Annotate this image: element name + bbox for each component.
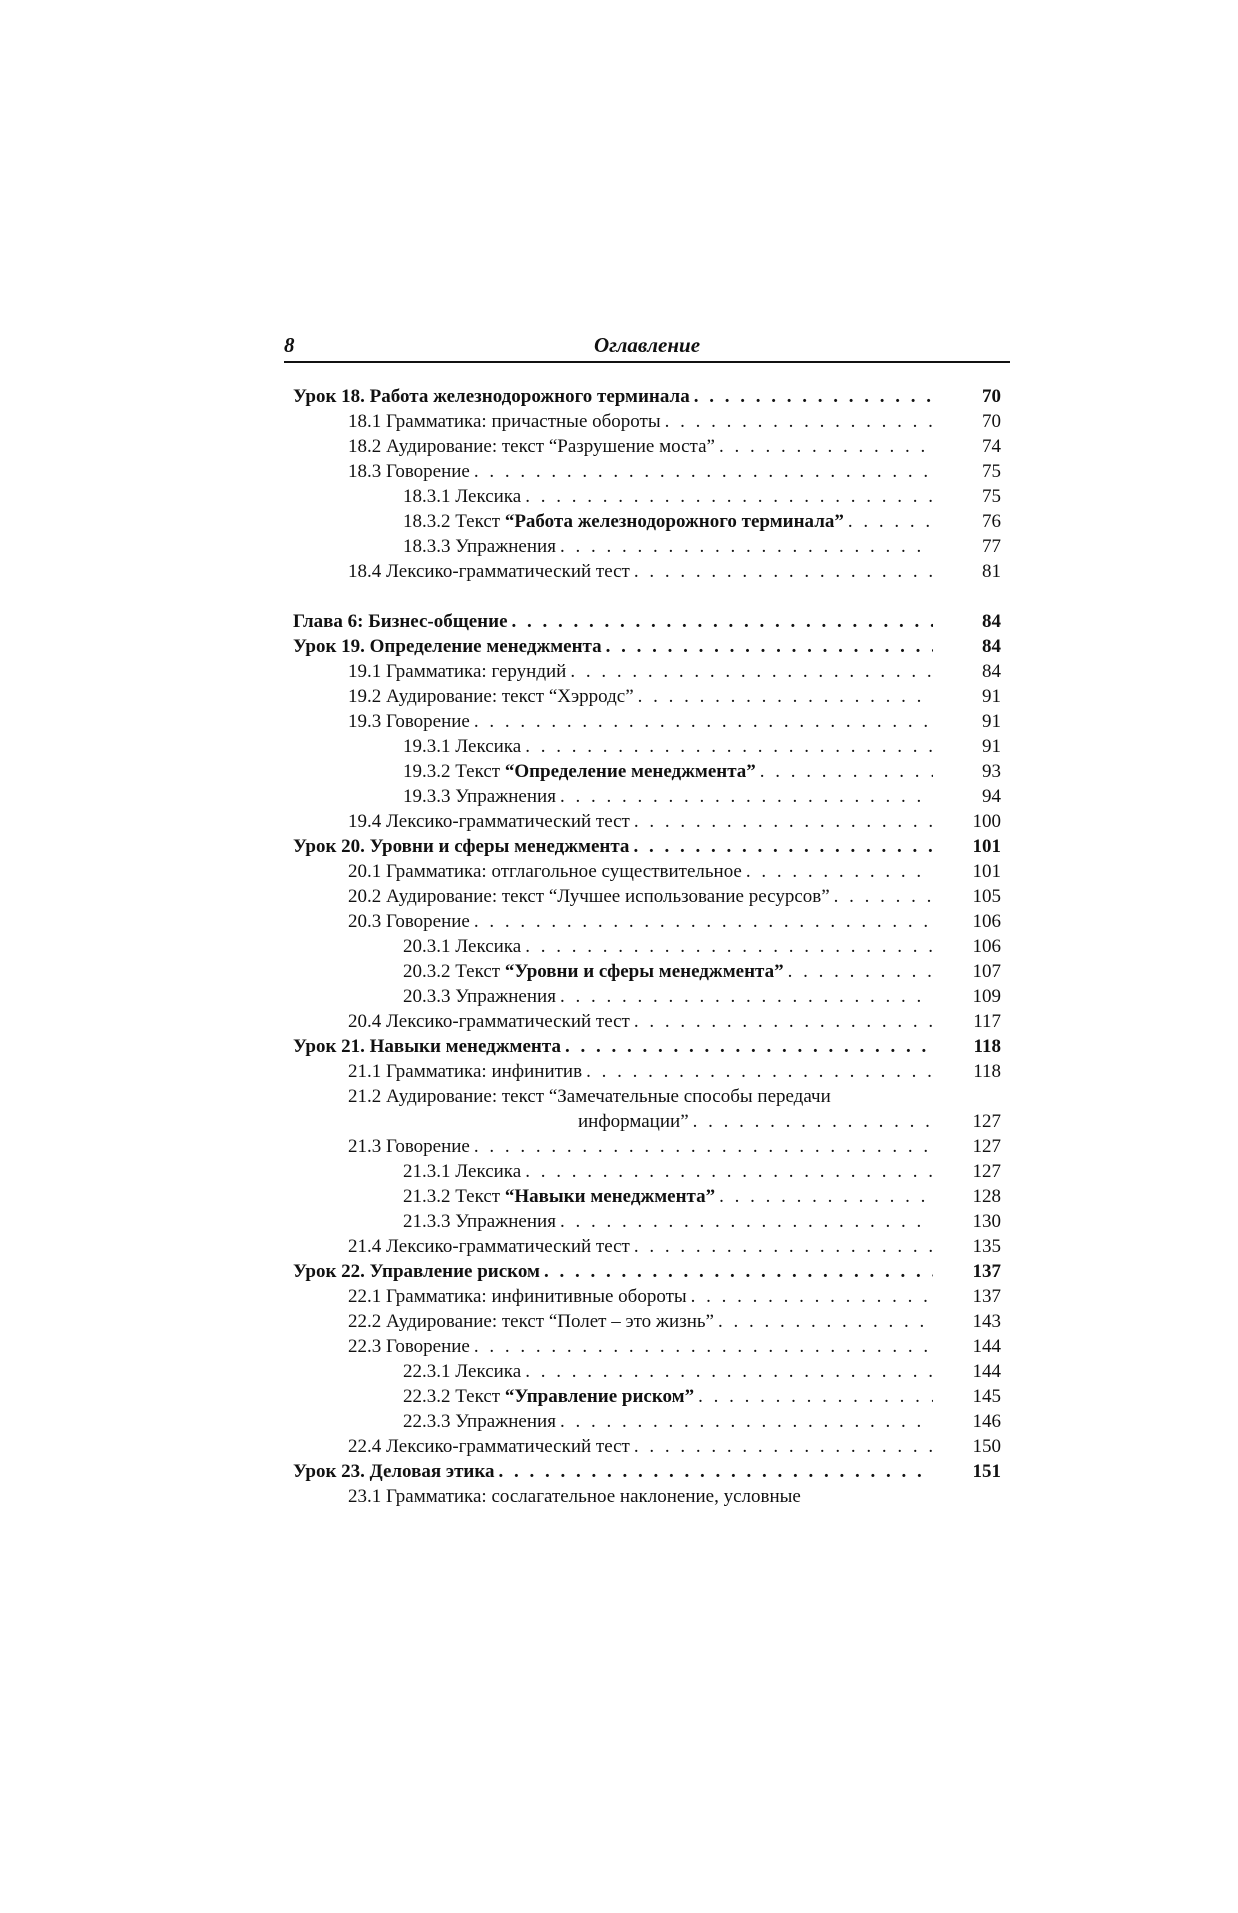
dot-leader [714, 1309, 933, 1334]
toc-entry-page: 75 [982, 461, 1001, 482]
toc-entry-page: 76 [982, 511, 1001, 532]
dot-leader [715, 434, 933, 459]
toc-entry-21-3[interactable] [293, 1134, 1001, 1159]
toc-entry-page: 146 [972, 1411, 1001, 1432]
toc-entry-title: 20.1 Грамматика: отглагольное существительное [348, 861, 742, 882]
dot-leader [508, 609, 933, 634]
toc-entry-title: Глава 6: Бизнес-общение [293, 611, 508, 632]
toc-entry-19-1[interactable] [293, 659, 1001, 684]
toc-entry-title: 18.1 Грамматика: причастные обороты [348, 411, 661, 432]
toc-entry-title: 22.3.3 Упражнения [403, 1411, 556, 1432]
toc-entry-page: 91 [982, 711, 1001, 732]
dot-leader [495, 1459, 933, 1484]
toc-entry-title: 19.3.3 Упражнения [403, 786, 556, 807]
toc-entry-page: 94 [982, 786, 1001, 807]
toc-entry-title: Урок 20. Уровни и сферы менеджмента [293, 836, 630, 857]
toc-entry-page: 130 [972, 1211, 1001, 1232]
toc-entry-title: 20.3.1 Лексика [403, 936, 522, 957]
toc-entry-page: 107 [972, 961, 1001, 982]
dot-leader [521, 1159, 933, 1184]
dot-leader [630, 1009, 933, 1034]
toc-entry-22-4[interactable] [293, 1434, 1001, 1459]
toc-entry-title: Урок 18. Работа железнодорожного терминала [293, 386, 690, 407]
dot-leader [556, 534, 933, 559]
dot-leader [630, 809, 933, 834]
toc-entry-title: 20.3.3 Упражнения [403, 986, 556, 1007]
toc-entry-18-3-1[interactable] [293, 484, 1001, 509]
toc-entry-title: 20.4 Лексико-грамматический тест [348, 1011, 630, 1032]
toc-entry-title: 20.2 Аудирование: текст “Лучшее использование ресурсов” [348, 886, 830, 907]
toc-entry-title: 21.3 Говорение [348, 1136, 470, 1157]
toc-entry-page: 84 [982, 611, 1001, 632]
toc-entry-20-3-3[interactable] [293, 984, 1001, 1009]
toc-entry-18-3-2[interactable] [293, 509, 1001, 534]
toc-entry-page: 127 [972, 1111, 1001, 1132]
dot-leader [630, 1234, 933, 1259]
toc-entry-page: 143 [972, 1311, 1001, 1332]
dot-leader [470, 1334, 933, 1359]
toc-entry-title: 18.2 Аудирование: текст “Разрушение моста” [348, 436, 715, 457]
toc-entry-lesson-20[interactable] [293, 834, 1001, 859]
toc-entry-22-3-3[interactable] [293, 1409, 1001, 1434]
toc-entry-title: 18.4 Лексико-грамматический тест [348, 561, 630, 582]
toc-entry-page: 137 [972, 1286, 1001, 1307]
dot-leader [470, 709, 933, 734]
toc-entry-title: 18.3 Говорение [348, 461, 470, 482]
toc-entry-page: 101 [972, 836, 1001, 857]
dot-leader [602, 634, 933, 659]
toc-entry-title: 21.4 Лексико-грамматический тест [348, 1236, 630, 1257]
toc-entry-page: 106 [972, 911, 1001, 932]
toc-entry-page: 127 [972, 1136, 1001, 1157]
toc-entry-page: 81 [982, 561, 1001, 582]
toc-entry-page: 151 [972, 1461, 1001, 1482]
toc-entry-title: Урок 19. Определение менеджмента [293, 636, 602, 657]
toc-entry-lesson-18[interactable] [293, 384, 1001, 409]
toc-entry-page: 135 [972, 1236, 1001, 1257]
toc-entry-20-3[interactable] [293, 909, 1001, 934]
toc-entry-title: 19.3 Говорение [348, 711, 470, 732]
toc-entry-title: 20.3 Говорение [348, 911, 470, 932]
toc-entry-page: 84 [982, 661, 1001, 682]
toc-entry-title: Урок 21. Навыки менеджмента [293, 1036, 561, 1057]
toc-entry-title: 18.3.2 Текст “Работа железнодорожного терминала” [403, 511, 844, 532]
toc-entry-lesson-21[interactable] [293, 1034, 1001, 1059]
dot-leader [582, 1059, 933, 1084]
toc-entry-page: 70 [982, 411, 1001, 432]
dot-leader [756, 759, 933, 784]
toc-entry-page: 105 [972, 886, 1001, 907]
toc-entry-page: 91 [982, 686, 1001, 707]
dot-leader [470, 909, 933, 934]
toc-entry-title: 22.2 Аудирование: текст “Полет – это жизнь” [348, 1311, 714, 1332]
dot-leader [470, 1134, 933, 1159]
running-title: Оглавление [593, 333, 701, 357]
dot-leader [521, 484, 933, 509]
toc-entry-23-1[interactable]: 23.1 Грамматика: сослагательное наклонение, условные [348, 1486, 801, 1507]
toc-entry-21-2[interactable] [293, 1109, 1001, 1134]
dot-leader [629, 834, 933, 859]
toc-entry-title: 21.1 Грамматика: инфинитив [348, 1061, 583, 1082]
dot-leader [566, 659, 933, 684]
toc-entry-page: 70 [982, 386, 1001, 407]
toc-entry-title: 22.3.1 Лексика [403, 1361, 522, 1382]
toc-entry-page: 150 [972, 1436, 1001, 1457]
dot-leader [784, 959, 933, 984]
dot-leader [687, 1284, 933, 1309]
toc-entry-18-3-3[interactable] [293, 534, 1001, 559]
toc-entry-page: 75 [982, 486, 1001, 507]
toc-entry-page: 101 [972, 861, 1001, 882]
toc-entry-18-4[interactable] [293, 559, 1001, 584]
toc-entry-19-4[interactable] [293, 809, 1001, 834]
toc-entry-lesson-19[interactable] [293, 634, 1001, 659]
dot-leader [715, 1184, 933, 1209]
toc-entry-21-2-line1[interactable]: 21.2 Аудирование: текст “Замечательные способы передачи [348, 1086, 831, 1107]
toc-entry-21-3-2[interactable] [293, 1184, 1001, 1209]
dot-leader [630, 559, 933, 584]
dot-leader [844, 509, 933, 534]
toc-entry-page: 128 [972, 1186, 1001, 1207]
dot-leader [661, 409, 933, 434]
toc-entry-22-3-1[interactable] [293, 1359, 1001, 1384]
dot-leader [830, 884, 933, 909]
dot-leader [521, 934, 933, 959]
toc-entry-title: 19.3.1 Лексика [403, 736, 522, 757]
toc-entry-page: 118 [973, 1036, 1001, 1057]
toc-entry-page: 100 [972, 811, 1001, 832]
toc-entry-lesson-23[interactable] [293, 1459, 1001, 1484]
toc-entry-page: 77 [982, 536, 1001, 557]
toc-entry-page: 109 [972, 986, 1001, 1007]
toc-entry-19-3-3[interactable] [293, 784, 1001, 809]
dot-leader [690, 384, 933, 409]
page-header [284, 331, 1010, 363]
toc-entry-21-3-1[interactable] [293, 1159, 1001, 1184]
toc-entry-title: 21.3.1 Лексика [403, 1161, 522, 1182]
toc-entry-title: 22.3 Говорение [348, 1336, 470, 1357]
dot-leader [561, 1034, 933, 1059]
toc-entry-title: 22.4 Лексико-грамматический тест [348, 1436, 630, 1457]
toc-entry-title: информации” [578, 1111, 689, 1132]
toc-entry-title: 18.3.1 Лексика [403, 486, 522, 507]
toc-entry-page: 144 [972, 1361, 1001, 1382]
toc-entry-title: 22.1 Грамматика: инфинитивные обороты [348, 1286, 687, 1307]
toc-entry-19-2[interactable] [293, 684, 1001, 709]
toc-entry-page: 145 [972, 1386, 1001, 1407]
dot-leader [540, 1259, 933, 1284]
toc-entry-page: 117 [973, 1011, 1001, 1032]
dot-leader [630, 1434, 933, 1459]
toc-entry-page: 84 [982, 636, 1001, 657]
dot-leader [689, 1109, 933, 1134]
table-of-contents [293, 384, 1001, 1509]
toc-entry-title: 19.1 Грамматика: герундий [348, 661, 567, 682]
toc-entry-lesson-22[interactable] [293, 1259, 1001, 1284]
toc-entry-page: 93 [982, 761, 1001, 782]
dot-leader [556, 1209, 933, 1234]
dot-leader [470, 459, 933, 484]
toc-entry-19-3-1[interactable] [293, 734, 1001, 759]
toc-entry-page: 91 [982, 736, 1001, 757]
dot-leader [556, 1409, 933, 1434]
toc-entry-chapter-6[interactable] [293, 609, 1001, 634]
toc-entry-18-1[interactable] [293, 409, 1001, 434]
toc-entry-19-3[interactable] [293, 709, 1001, 734]
toc-entry-title: 21.3.3 Упражнения [403, 1211, 556, 1232]
toc-entry-20-3-2[interactable] [293, 959, 1001, 984]
toc-entry-page: 118 [973, 1061, 1001, 1082]
page-number: 8 [284, 333, 295, 357]
toc-entry-22-2[interactable] [293, 1309, 1001, 1334]
dot-leader [634, 684, 933, 709]
toc-entry-title: 19.3.2 Текст “Определение менеджмента” [403, 761, 756, 782]
toc-entry-title: 20.3.2 Текст “Уровни и сферы менеджмента” [403, 961, 784, 982]
toc-entry-22-3-2[interactable] [293, 1384, 1001, 1409]
toc-entry-title: Урок 23. Деловая этика [293, 1461, 495, 1482]
toc-entry-title: 18.3.3 Упражнения [403, 536, 556, 557]
toc-entry-20-3-1[interactable] [293, 934, 1001, 959]
toc-entry-20-4[interactable] [293, 1009, 1001, 1034]
toc-entry-page: 144 [972, 1336, 1001, 1357]
toc-entry-18-3[interactable] [293, 459, 1001, 484]
dot-leader [742, 859, 933, 884]
toc-entry-title: Урок 22. Управление риском [293, 1261, 540, 1282]
toc-entry-title: 19.2 Аудирование: текст “Хэрродс” [348, 686, 634, 707]
toc-entry-20-2[interactable] [293, 884, 1001, 909]
toc-entry-page: 74 [982, 436, 1001, 457]
toc-entry-page: 137 [972, 1261, 1001, 1282]
dot-leader [556, 784, 933, 809]
toc-entry-18-2[interactable] [293, 434, 1001, 459]
toc-entry-21-3-3[interactable] [293, 1209, 1001, 1234]
toc-entry-20-1[interactable] [293, 859, 1001, 884]
toc-entry-title: 22.3.2 Текст “Управление риском” [403, 1386, 695, 1407]
dot-leader [521, 734, 933, 759]
toc-entry-22-3[interactable] [293, 1334, 1001, 1359]
dot-leader [694, 1384, 933, 1409]
toc-entry-page: 106 [972, 936, 1001, 957]
toc-entry-page: 127 [972, 1161, 1001, 1182]
toc-entry-title: 19.4 Лексико-грамматический тест [348, 811, 630, 832]
toc-entry-21-4[interactable] [293, 1234, 1001, 1259]
toc-entry-22-1[interactable] [293, 1284, 1001, 1309]
toc-entry-21-1[interactable] [293, 1059, 1001, 1084]
toc-entry-19-3-2[interactable] [293, 759, 1001, 784]
toc-entry-title: 21.3.2 Текст “Навыки менеджмента” [403, 1186, 716, 1207]
dot-leader [556, 984, 933, 1009]
dot-leader [521, 1359, 933, 1384]
